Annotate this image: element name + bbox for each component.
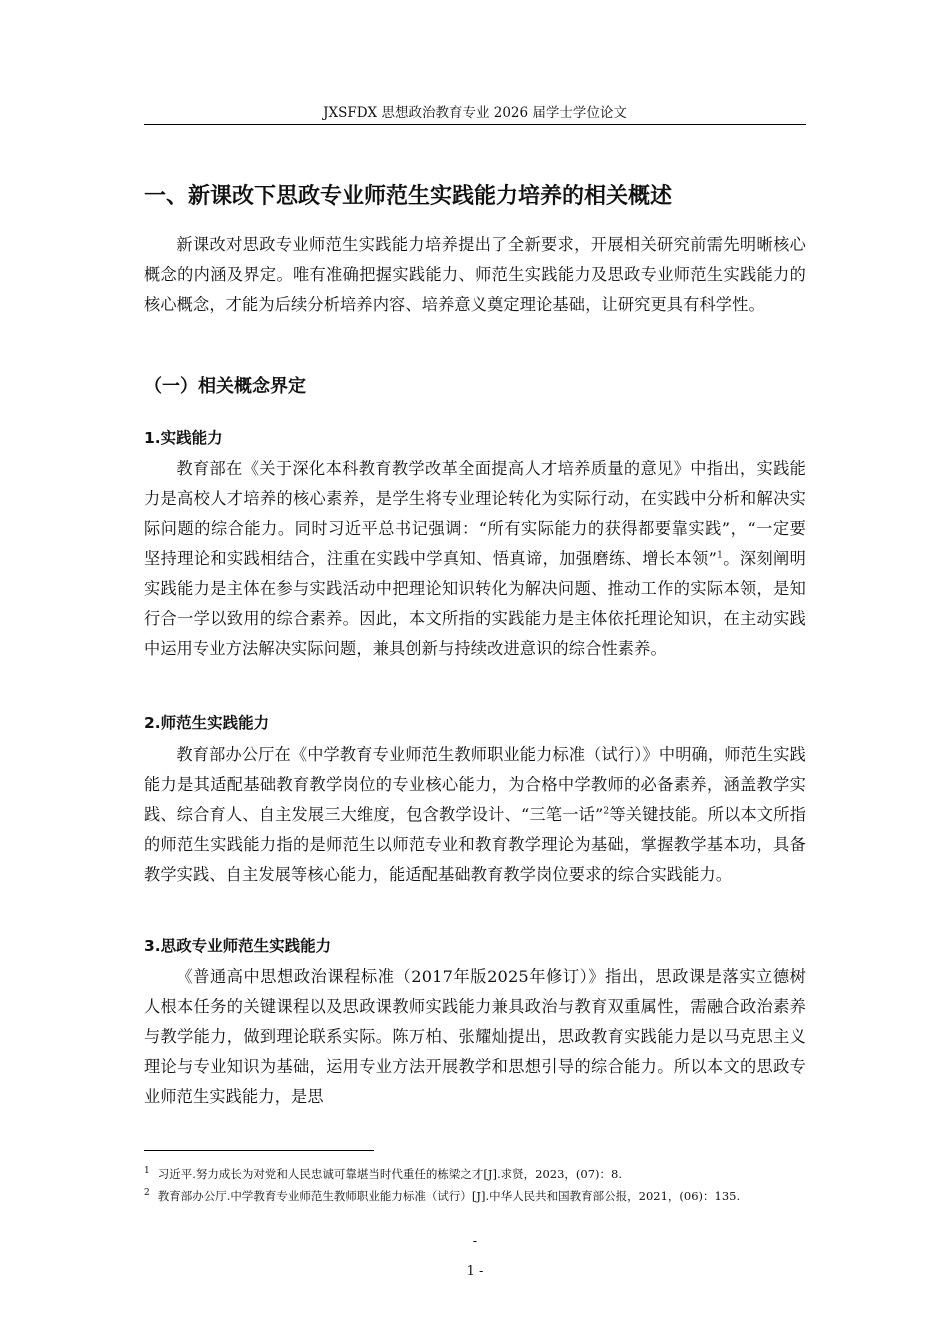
page-number-dash: - (472, 1234, 478, 1249)
page-number: 1 - (466, 1264, 484, 1279)
footnote-1 (144, 1162, 806, 1183)
item-heading-practice-ability: 1.实践能力 (144, 429, 223, 447)
footnote-divider (144, 1150, 374, 1151)
paragraph-text: 。深刻阐明实践能力是主体在参与实践活动中把理论知识转化为解决问题、推动工作的实际本领，是知行合一学以致用的综合素养。因此，本文所指的实践能力是主体依托理论知识，在主动实践中运用专业方法解决实际问题，兼具创新与持续改进意识的综合性素养。 (144, 549, 807, 658)
section-title: 一、新课改下思政专业师范生实践能力培养的相关概述 (144, 184, 673, 209)
footnote-number: 1 (144, 1166, 150, 1176)
footnote-number: 2 (144, 1188, 150, 1198)
footnote-text: 教育部办公厅.中学教育专业师范生教师职业能力标准（试行）[J].中华人民共和国教育部公报，2021，(06)：135. (157, 1188, 741, 1203)
item-heading-normal-student-ability: 2.师范生实践能力 (144, 714, 270, 732)
paragraph-text: 教育部办公厅在《中学教育专业师范生教师职业能力标准（试行）》中明确，师范生实践能力是其适配基础教育教学岗位的专业核心能力，为合格中学教师的必备素养，涵盖教学实践、综合育人、自主发展三大维度，包含教学设计、“三笔一话” (144, 745, 806, 824)
paragraph-text: 等关键技能。所以本文所指的师范生实践能力指的是师范生以师范专业和教育教学理论为基础，掌握教学基本功，具备教学实践、自主发展等核心能力，能适配基础教育教学岗位要求的综合实践能力。 (144, 805, 806, 884)
header-divider (144, 124, 806, 125)
footnote-2 (144, 1184, 806, 1205)
item-paragraph-ideology-student-ability: 《普通高中思想政治课程标准（2017年版2025年修订）》指出，思政课是落实立德树人根本任务的关键课程以及思政课教师实践能力兼具政治与教育双重属性，需融合政治素养与教学能力，做到理论联系实际。陈万柏、张耀灿提出，思政教育实践能力是以马克思主义理论与专业知识为基础，运用专业方法开展教学和思想引导的综合能力。所以本文的思政专业师范生实践能力，是思 (144, 967, 806, 1106)
paragraph-text: 教育部在《关于深化本科教育教学改革全面提高人才培养质量的意见》中指出，实践能力是高校人才培养的核心素养，是学生将专业理论转化为实际行动，在实践中分析和解决实际问题的综合能力。同时习近平总书记强调：“所有实际能力的获得都要靠实践”，“一定要坚持理论和实践相结合，注重在实践中学真知、悟真谛，加强磨练、增长本领” (144, 459, 806, 568)
item-paragraph-normal-student-ability (144, 740, 806, 890)
subsection-title: （一）相关概念界定 (144, 376, 306, 397)
footnote-ref[interactable]: 2 (603, 806, 610, 817)
item-heading-ideology-student-ability: 3.思政专业师范生实践能力 (144, 937, 332, 955)
footnote-ref[interactable]: 1 (717, 550, 723, 561)
item-paragraph-practice-ability (144, 454, 806, 664)
running-header: JXSFDX 思想政治教育专业 2026 届学士学位论文 (323, 105, 627, 121)
footnote-text: 习近平.努力成长为对党和人民忠诚可靠堪当时代重任的栋梁之才[J].求贤，2023，(07)：8. (157, 1166, 622, 1181)
section-intro-paragraph: 新课改对思政专业师范生实践能力培养提出了全新要求，开展相关研究前需先明晰核心概念的内涵及界定。唯有准确把握实践能力、师范生实践能力及思政专业师范生实践能力的核心概念，才能为后续分析培养内容、培养意义奠定理论基础，让研究更具有科学性。 (144, 235, 806, 314)
